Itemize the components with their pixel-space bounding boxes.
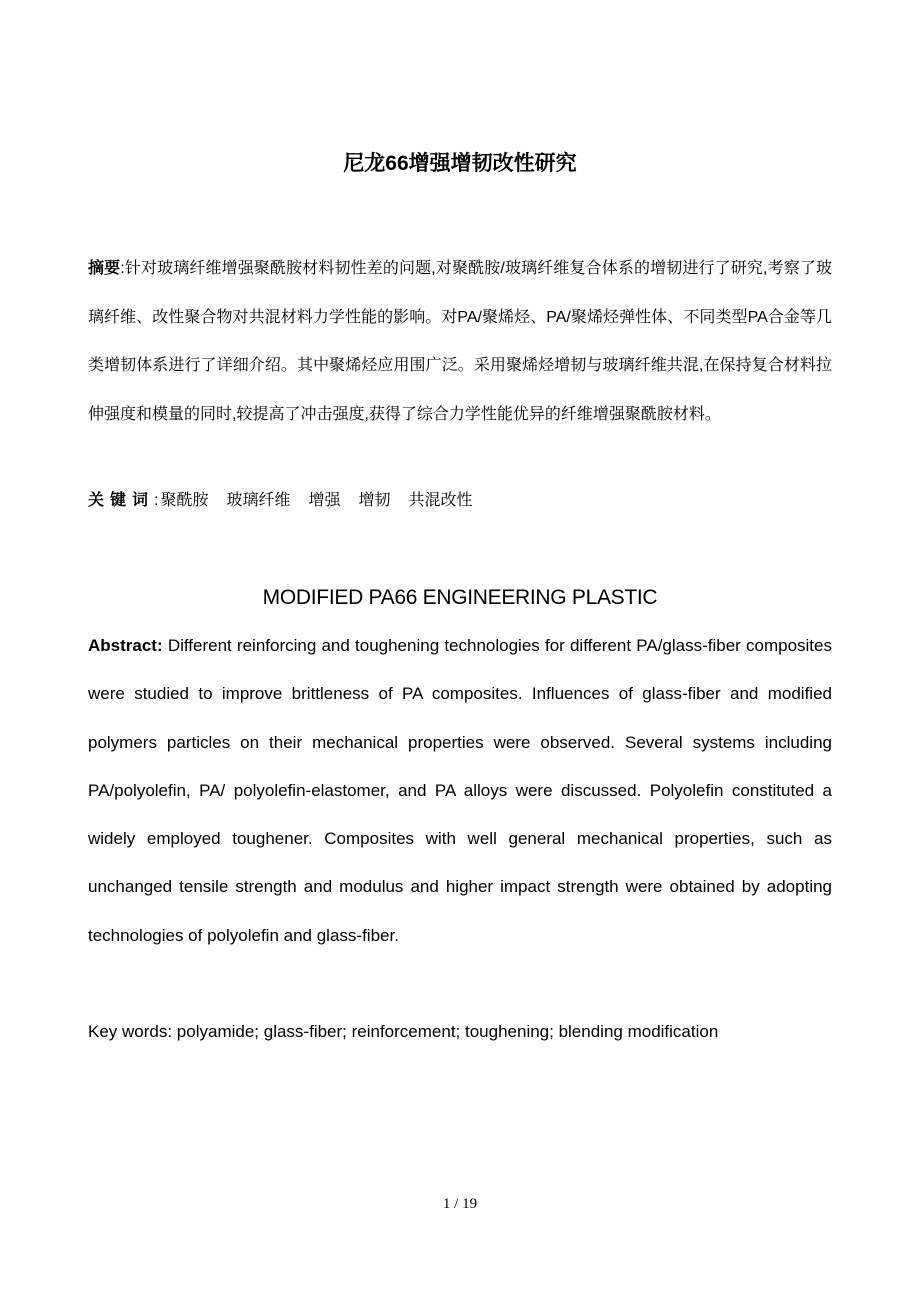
- chinese-abstract-separator: :: [120, 260, 125, 277]
- english-keywords: Key words: polyamide; glass-fiber; reinforcement; toughening; blending modification: [88, 1022, 719, 1041]
- chinese-keyword-item: 玻璃纤维: [226, 492, 291, 509]
- chinese-keyword-item: 聚酰胺: [160, 492, 209, 509]
- english-abstract: [88, 622, 832, 960]
- chinese-keywords: [88, 487, 832, 515]
- chinese-keyword-item: 增强: [308, 492, 341, 509]
- chinese-keyword-item: 增韧: [358, 492, 391, 509]
- english-abstract-label: Abstract:: [88, 636, 163, 655]
- chinese-abstract: [88, 245, 832, 439]
- chinese-title: 尼龙66增强增韧改性研究: [343, 152, 577, 175]
- english-title: MODIFIED PA66 ENGINEERING PLASTIC: [262, 586, 658, 609]
- chinese-keywords-label: 关键词: [88, 492, 155, 509]
- english-abstract-text: Different reinforcing and toughening technologies for different PA/glass-fiber composites were studied to improve brittleness of PA composites. Influences of glass-fiber and modified polymers particles on their mechanical properties were observed. Several systems including PA/polyolefin, PA/ polyolefin-elastomer, and PA alloys were discussed. Polyolefin constituted a widely employed toughener. Composites with well general mechanical properties, such as unchanged tensile strength and modulus and higher impact strength were obtained by adopting technologies of polyolefin and glass-fiber.: [88, 636, 832, 945]
- page-number: 1 / 19: [442, 1196, 478, 1212]
- chinese-abstract-text: 针对玻璃纤维增强聚酰胺材料韧性差的问题,对聚酰胺/玻璃纤维复合体系的增韧进行了研究,考察了玻璃纤维、改性聚合物对共混材料力学性能的影响。对PA/聚烯烃、PA/聚烯烃弹性体、不同类型PA合金等几类增韧体系进行了详细介绍。其中聚烯烃应用围广泛。采用聚烯烃增韧与玻璃纤维共混,在保持复合材料拉伸强度和模量的同时,较提高了冲击强度,获得了综合力学性能优异的纤维增强聚酰胺材料。: [88, 260, 832, 423]
- chinese-abstract-label: 摘要: [88, 260, 121, 277]
- chinese-keyword-item: 共混改性: [408, 492, 473, 509]
- chinese-keywords-separator: :: [154, 492, 159, 509]
